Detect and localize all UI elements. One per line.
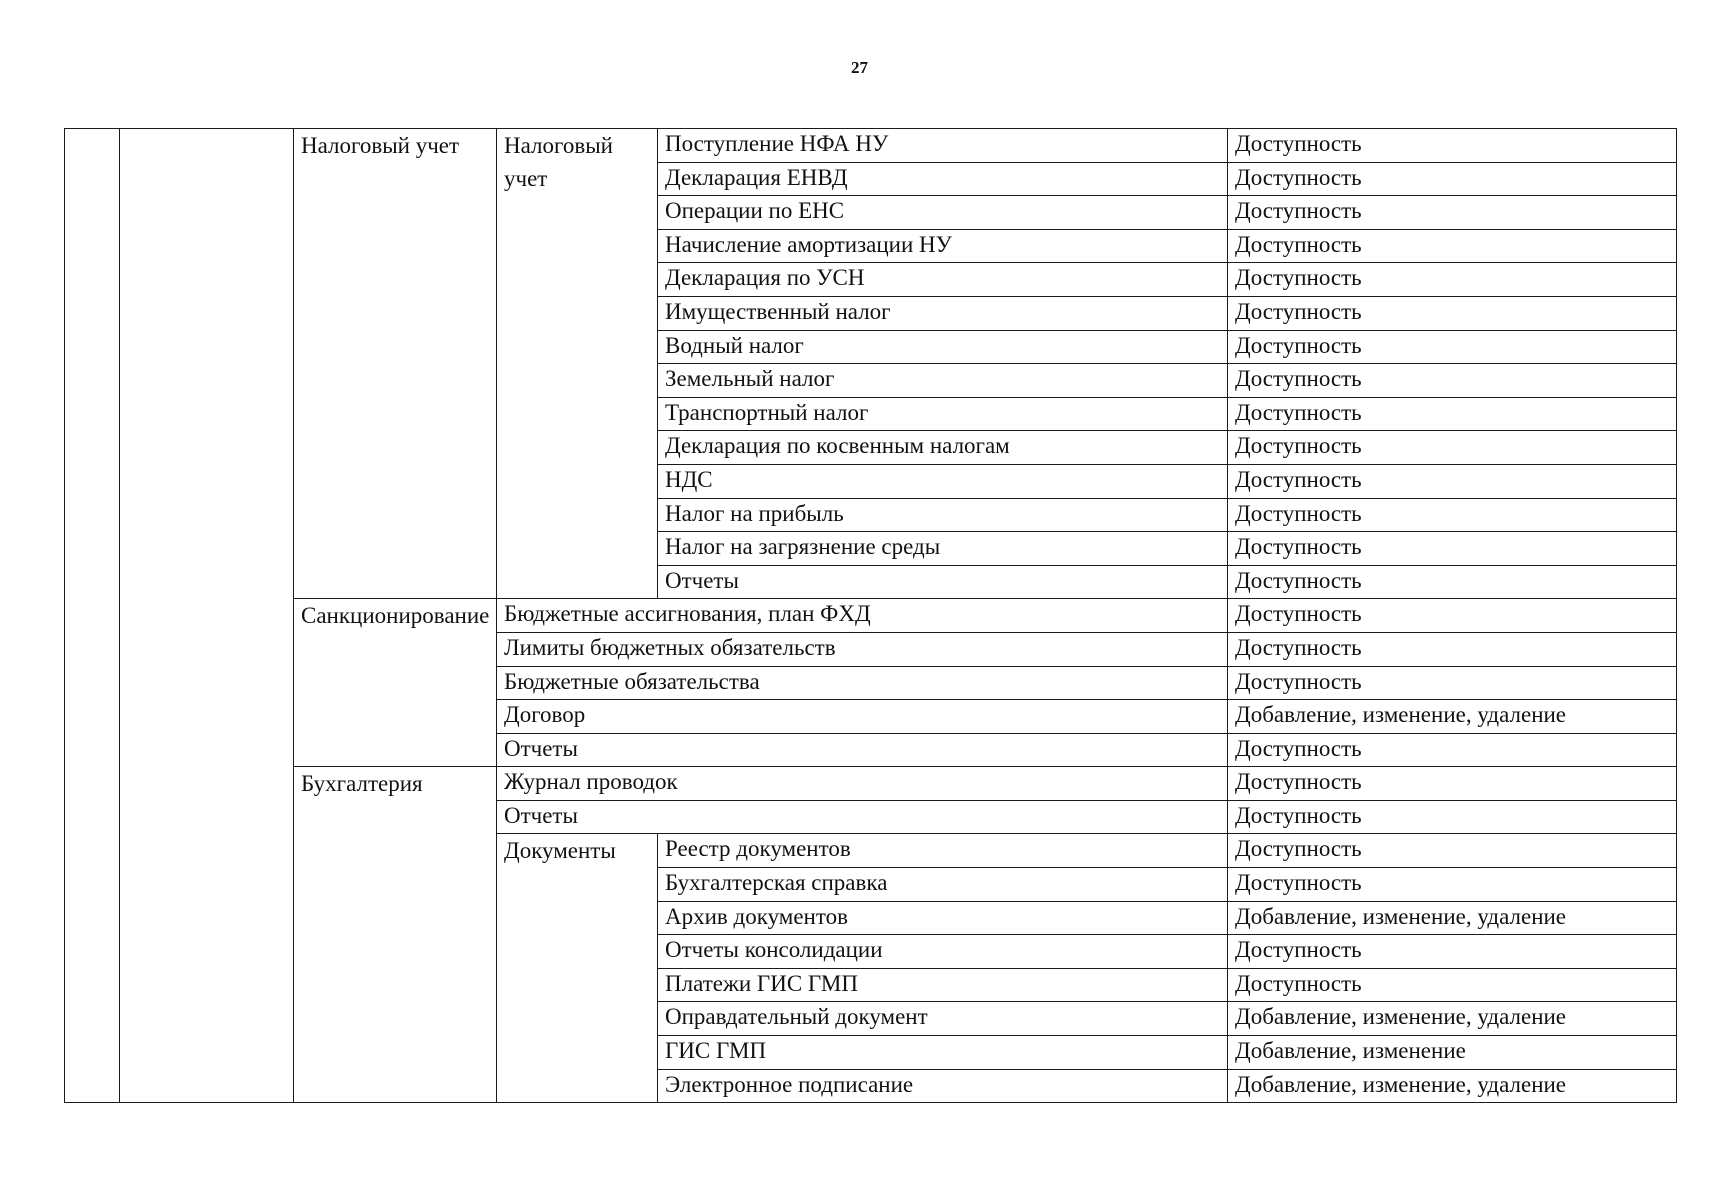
access-right: Доступность bbox=[1228, 565, 1677, 599]
access-right: Доступность bbox=[1228, 868, 1677, 902]
access-right: Доступность bbox=[1228, 767, 1677, 801]
section-tax: Налоговый учет bbox=[294, 129, 497, 599]
access-right: Доступность bbox=[1228, 632, 1677, 666]
item-name: Операции по ЕНС bbox=[658, 196, 1228, 230]
blank-column-2 bbox=[120, 129, 294, 1103]
access-right: Доступность bbox=[1228, 196, 1677, 230]
table-row bbox=[65, 599, 1677, 633]
item-name: Отчеты bbox=[497, 800, 1228, 834]
access-right: Добавление, изменение bbox=[1228, 1036, 1677, 1070]
item-name: Налог на загрязнение среды bbox=[658, 532, 1228, 566]
access-right: Доступность bbox=[1228, 330, 1677, 364]
item-name: Бухгалтерская справка bbox=[658, 868, 1228, 902]
table-body bbox=[65, 129, 1677, 1103]
access-right: Доступность bbox=[1228, 162, 1677, 196]
access-right: Доступность bbox=[1228, 968, 1677, 1002]
item-name: Поступление НФА НУ bbox=[658, 129, 1228, 163]
access-right: Доступность bbox=[1228, 800, 1677, 834]
blank-column-1 bbox=[65, 129, 120, 1103]
table-row bbox=[65, 767, 1677, 801]
item-name: Налог на прибыль bbox=[658, 498, 1228, 532]
access-right: Доступность bbox=[1228, 464, 1677, 498]
item-name: Имущественный налог bbox=[658, 296, 1228, 330]
item-name: Бюджетные обязательства bbox=[497, 666, 1228, 700]
access-right: Доступность bbox=[1228, 263, 1677, 297]
item-name: Платежи ГИС ГМП bbox=[658, 968, 1228, 1002]
page-number: 27 bbox=[851, 58, 868, 77]
access-right: Доступность bbox=[1228, 666, 1677, 700]
section-sanction: Санкционирование bbox=[294, 599, 497, 767]
item-name: Транспортный налог bbox=[658, 397, 1228, 431]
access-right: Доступность bbox=[1228, 935, 1677, 969]
item-name: Договор bbox=[497, 700, 1228, 734]
subsection-documents: Документы bbox=[497, 834, 658, 1103]
item-name: Отчеты bbox=[658, 565, 1228, 599]
access-right: Доступность bbox=[1228, 834, 1677, 868]
access-right: Доступность bbox=[1228, 397, 1677, 431]
section-accounting: Бухгалтерия bbox=[294, 767, 497, 1103]
item-name: Начисление амортизации НУ bbox=[658, 229, 1228, 263]
item-name: Декларация ЕНВД bbox=[658, 162, 1228, 196]
item-name: Отчеты bbox=[497, 733, 1228, 767]
access-right: Добавление, изменение, удаление bbox=[1228, 901, 1677, 935]
access-right: Добавление, изменение, удаление bbox=[1228, 1069, 1677, 1103]
access-right: Добавление, изменение, удаление bbox=[1228, 700, 1677, 734]
item-name: Реестр документов bbox=[658, 834, 1228, 868]
item-name: ГИС ГМП bbox=[658, 1036, 1228, 1070]
access-rights-table bbox=[64, 128, 1677, 1103]
access-right: Доступность bbox=[1228, 431, 1677, 465]
subsection-tax: Налоговый учет bbox=[497, 129, 658, 599]
access-right: Доступность bbox=[1228, 229, 1677, 263]
access-right: Доступность bbox=[1228, 733, 1677, 767]
access-right: Добавление, изменение, удаление bbox=[1228, 1002, 1677, 1036]
access-right: Доступность bbox=[1228, 532, 1677, 566]
item-name: Электронное подписание bbox=[658, 1069, 1228, 1103]
access-right: Доступность bbox=[1228, 599, 1677, 633]
table-row bbox=[65, 129, 1677, 163]
item-name: Оправдательный документ bbox=[658, 1002, 1228, 1036]
access-right: Доступность bbox=[1228, 498, 1677, 532]
access-right: Доступность bbox=[1228, 296, 1677, 330]
item-name: Бюджетные ассигнования, план ФХД bbox=[497, 599, 1228, 633]
item-name: Водный налог bbox=[658, 330, 1228, 364]
item-name: НДС bbox=[658, 464, 1228, 498]
item-name: Журнал проводок bbox=[497, 767, 1228, 801]
item-name: Декларация по УСН bbox=[658, 263, 1228, 297]
item-name: Архив документов bbox=[658, 901, 1228, 935]
item-name: Отчеты консолидации bbox=[658, 935, 1228, 969]
access-right: Доступность bbox=[1228, 364, 1677, 398]
item-name: Декларация по косвенным налогам bbox=[658, 431, 1228, 465]
access-right: Доступность bbox=[1228, 129, 1677, 163]
item-name: Земельный налог bbox=[658, 364, 1228, 398]
item-name: Лимиты бюджетных обязательств bbox=[497, 632, 1228, 666]
